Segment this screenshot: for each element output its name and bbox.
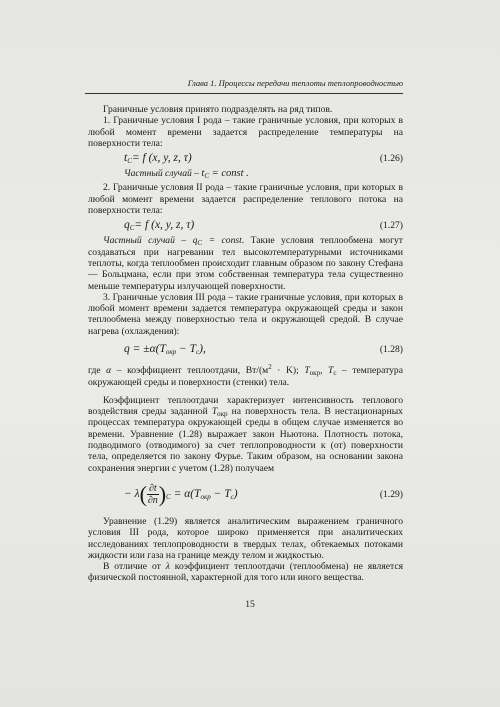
paragraph-bc-type-1: 1. Граничные условия I рода – такие граничные условия, при которых в любой момент времени задается распределение температуры на поверхности тела:	[88, 115, 403, 149]
equation-number: (1.26)	[379, 153, 403, 165]
paragraph-where: где α – коэффициент теплоотдачи, $Вт/(м^2 \cdot K)$; $T_{окр}$, $T_c$ – температура окружающей среды и поверхности (стенки) тела.	[88, 363, 403, 388]
equation-1-29-body: − λ( $\frac{\partial t}{\partial n}$ )$_C = \alpha(T_{окр} - T_c)$	[124, 481, 238, 507]
header-rule	[85, 93, 403, 94]
equation-number: (1.28)	[379, 343, 403, 355]
equation-1-27-body: $q_C= f$ (x, y, z, τ)	[124, 219, 195, 233]
equation-number: (1.27)	[379, 220, 403, 232]
paragraph-bc-type-3: 3. Граничные условия III рода – такие граничные условия, при которых в любой момент времени задается температура окружающей среды и закон теплообмена между поверхностью тела и окружающей средой. В случае нагрева (охлаждения):	[88, 291, 403, 337]
paragraph-bc-type-2: 2. Граничные условия II рода – такие граничные условия, при которых в любой момент времени задается распределение теплового потока на поверхности тела:	[88, 182, 403, 217]
paragraph-equation-1-29: Уравнение (1.29) является аналитическим выражением граничного условия III рода, которое широко применяется при аналитических исследованиях теплопроводности в твердых телах, обтекаемых потоками жидкости или газа на границе между телом и жидкостью.	[88, 515, 403, 561]
equation-1-28-body: $q = \pm\alpha(T_{окр} - T_c)$,	[124, 342, 206, 356]
equation-1-28	[88, 342, 403, 357]
equation-number: (1.29)	[379, 489, 403, 501]
page-number: 15	[245, 599, 255, 610]
equation-1-26-body: $t_C= f$ (x, y, z, τ)	[124, 152, 192, 166]
equation-1-29	[88, 479, 403, 511]
paragraph-heat-transfer-coefficient: Коэффициент теплоотдачи характеризует интенсивность теплового воздействия среды заданной $T_{окр}$ на поверхность тела. В нестационарных процессах температура окружающей среды в общем случае изменяется во времени. Уравнение (1.28) выражает закон Ньютона. Плотность потока, подводимого (отводимого) за счет теплопроводности к (от) поверхности тела, определяется по закону Фурье. Таким образом, на основании закона сохранения энергии с учетом (1.28) получаем	[88, 394, 403, 474]
equation-1-27	[88, 218, 403, 233]
equation-1-26	[88, 151, 403, 166]
page-body	[88, 104, 403, 584]
running-header: Глава 1. Процессы передачи теплоты теплопроводностью	[187, 78, 403, 88]
special-case-1: Частный случай – $t_C$ = const .	[124, 168, 249, 181]
paragraph-intro: Граничные условия принято подразделять на ряд типов.	[103, 104, 333, 115]
paragraph-lambda-contrast: В отличие от λ коэффициент теплоотдачи (теплообмена) не является физической постоянной, характерной для того или иного вещества.	[88, 561, 403, 584]
paragraph-special-case-2: Частный случай – $q_C$ = const. Такие условия теплообмена могут создаваться при нагревании тел высокотемпературными источниками теплоты, когда теплообмен происходит главным образом по закону Стефана — Больцмана, если при этом собственная температура тела существенно меньше температуры излучающей поверхности.	[88, 235, 403, 292]
